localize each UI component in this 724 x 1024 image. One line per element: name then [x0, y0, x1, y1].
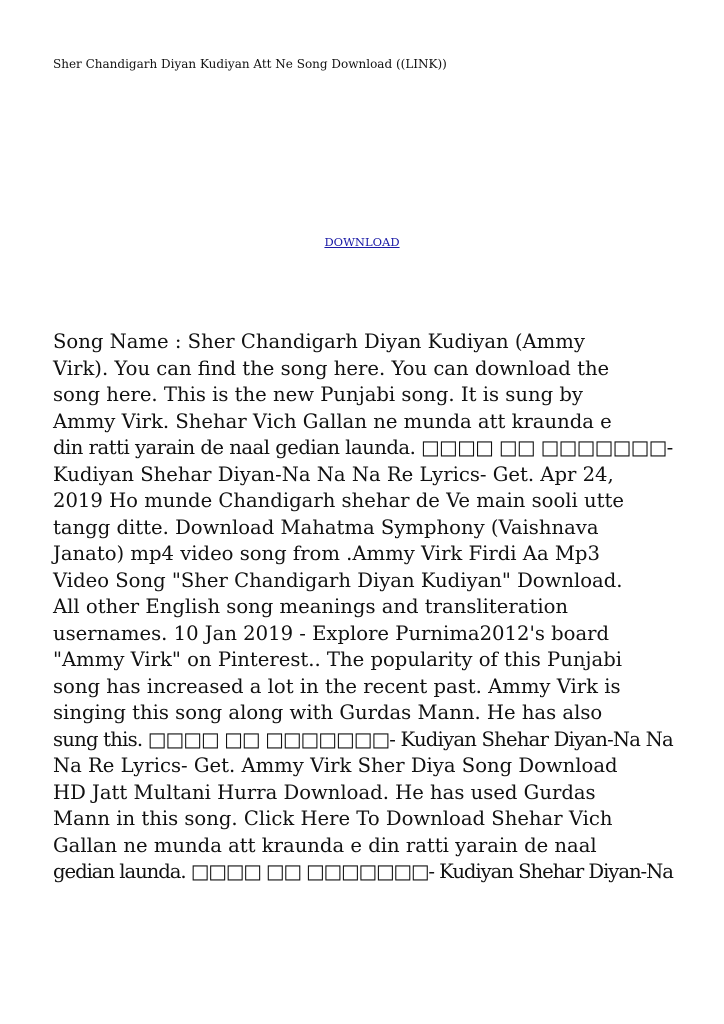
body-line: Kudiyan Shehar Diyan-Na Na Na Re Lyrics- Get. Apr 24,: [53, 462, 614, 486]
body-line: din ratti yarain de naal gedian launda. □□□□ □□ □□□□□□□-: [53, 436, 673, 459]
body-line: Mann in this song. Click Here To Download Shehar Vich: [53, 807, 613, 830]
body-line: song here. This is the new Punjabi song. It is sung by: [53, 383, 583, 406]
page-title: Sher Chandigarh Diyan Kudiyan Att Ne Song Download ((LINK)): [53, 57, 447, 71]
body-line: HD Jatt Multani Hurra Download. He has used Gurdas: [53, 780, 596, 804]
body-line: "Ammy Virk" on Pinterest.. The popularity of this Punjabi: [53, 648, 623, 671]
body-line: Gallan ne munda att kraunda e din ratti yarain de naal: [53, 833, 597, 857]
body-line: All other English song meanings and transliteration: [53, 595, 568, 618]
body-line: tangg ditte. Download Mahatma Symphony (Vaishnava: [53, 515, 599, 539]
body-line: sung this. □□□□ □□ □□□□□□□- Kudiyan Shehar Diyan-Na Na: [53, 727, 673, 751]
body-line: usernames. 10 Jan 2019 - Explore Purnima2012's board: [53, 621, 610, 645]
download-link-container: [0, 235, 724, 249]
body-line: Song Name : Sher Chandigarh Diyan Kudiyan (Ammy: [53, 330, 585, 353]
body-line: song has increased a lot in the recent past. Ammy Virk is: [53, 674, 621, 698]
body-line: 2019 Ho munde Chandigarh shehar de Ve main sooli utte: [53, 489, 625, 512]
body-paragraph: [53, 329, 673, 886]
body-line: Ammy Virk. Shehar Vich Gallan ne munda att kraunda e: [53, 409, 612, 433]
body-line: gedian launda. □□□□ □□ □□□□□□□- Kudiyan Shehar Diyan-Na: [53, 860, 673, 883]
body-line: singing this song along with Gurdas Mann. He has also: [53, 701, 603, 724]
body-line: Na Re Lyrics- Get. Ammy Virk Sher Diya Song Download: [53, 754, 618, 777]
download-link[interactable]: DOWNLOAD: [324, 235, 400, 249]
body-line: Video Song "Sher Chandigarh Diyan Kudiyan" Download.: [53, 568, 623, 592]
body-line: Virk). You can find the song here. You can download the: [53, 356, 610, 380]
body-line: Janato) mp4 video song from .Ammy Virk Firdi Aa Mp3: [53, 542, 600, 565]
